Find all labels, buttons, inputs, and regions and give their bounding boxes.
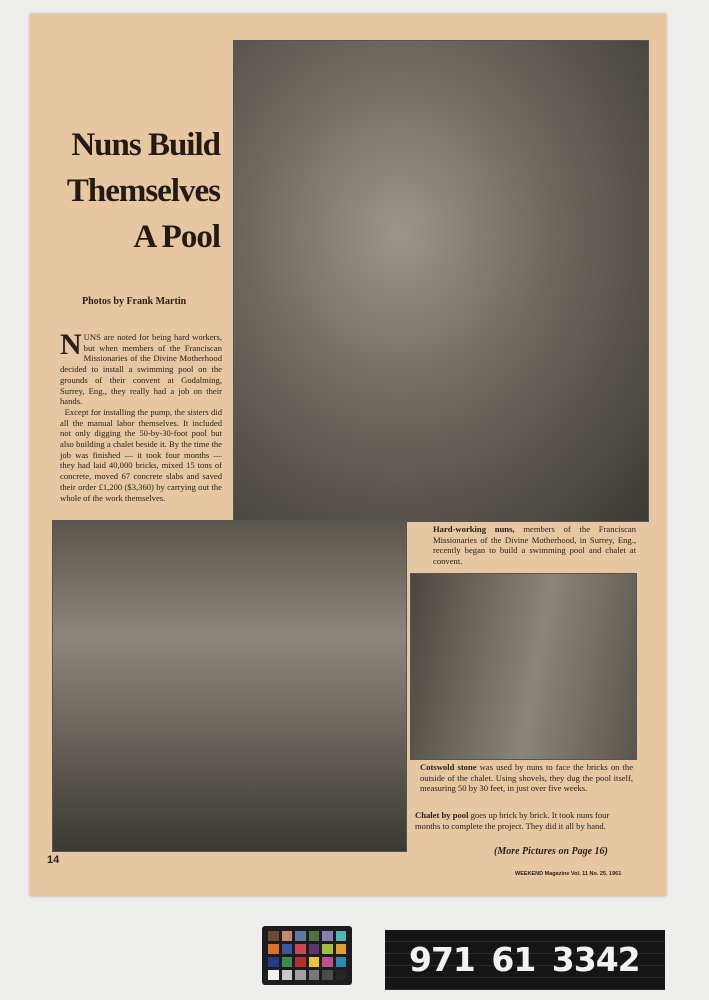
caption	[433, 524, 636, 566]
color-swatch	[282, 970, 293, 980]
magazine-footer: WEEKEND Magazine Vol. 11 No. 25, 1961	[515, 871, 622, 877]
photo-nuns-mixing-concrete	[233, 40, 649, 522]
body-paragraph: UNS are noted for being hard workers, but when members of the Franciscan Missionaries of the Divine Motherhood decided to install a swimming pool on the grounds of their convent at Godalming, Surrey, Eng., they really had a job on their hands.	[60, 332, 222, 407]
color-swatch	[336, 957, 347, 967]
article-body	[60, 328, 223, 503]
color-swatch	[309, 957, 320, 967]
color-swatch	[322, 957, 333, 967]
color-swatch	[268, 931, 279, 941]
photo-nun-laying-stone	[410, 573, 637, 760]
caption-lead: Hard-working nuns,	[433, 524, 515, 534]
article-title	[34, 122, 220, 260]
color-swatch	[295, 944, 306, 954]
color-swatch	[336, 944, 347, 954]
color-swatch	[282, 944, 293, 954]
title-line: Nuns Build	[71, 127, 220, 163]
caption-lead: Cotswold stone	[420, 762, 477, 772]
photo-nun-wheelbarrow	[52, 520, 407, 852]
catalog-number: 971 61 3342	[409, 940, 640, 979]
body-paragraph: Except for installing the pump, the sisters did all the manual labor themselves. It included not only digging the 50-by-30-foot pool but also building a chalet beside it. By the time the job was finished — it took four months — they had laid 40,000 bricks, mixed 15 tons of concrete, moved 67 concrete slabs and saved their order £1,200 ($3,360) by carrying out the whole of the work themselves.	[60, 406, 223, 503]
color-swatch	[268, 970, 279, 980]
color-swatch	[309, 931, 320, 941]
color-swatch	[322, 970, 333, 980]
color-swatch	[268, 944, 279, 954]
caption-lead: Chalet by pool	[415, 810, 469, 820]
page-number: 14	[47, 854, 60, 866]
color-swatch	[268, 957, 279, 967]
photo-credit: Photos by Frank Martin	[82, 296, 187, 307]
color-swatch	[309, 944, 320, 954]
color-swatch	[336, 931, 347, 941]
color-swatch	[322, 944, 333, 954]
color-swatch	[282, 957, 293, 967]
caption-text: was used by nuns to face the bricks on the outside of the chalet. Using shovels, they dug the pool itself, measuring 50 by 30 feet, in just over five weeks.	[420, 762, 634, 793]
color-swatch	[295, 931, 306, 941]
color-swatch	[282, 931, 293, 941]
title-line: A Pool	[133, 219, 220, 255]
catalog-number-board	[385, 930, 665, 990]
caption	[420, 762, 633, 794]
drop-cap: N	[60, 328, 82, 361]
caption-text: goes up brick by brick. It took nuns four months to complete the project. They did it all by hand.	[415, 810, 610, 831]
color-swatch	[309, 970, 320, 980]
continued-note: (More Pictures on Page 16)	[494, 846, 608, 857]
color-swatch	[336, 970, 347, 980]
color-swatch	[322, 931, 333, 941]
caption-text: members of the Franciscan Missionaries of the Divine Motherhood, in Surrey, Eng., recently began to build a swimming pool and chalet at convent.	[433, 524, 636, 566]
color-swatch	[295, 970, 306, 980]
title-line: Themselves	[66, 173, 220, 209]
color-swatch	[295, 957, 306, 967]
color-checker-card	[262, 926, 352, 985]
caption	[415, 810, 630, 831]
